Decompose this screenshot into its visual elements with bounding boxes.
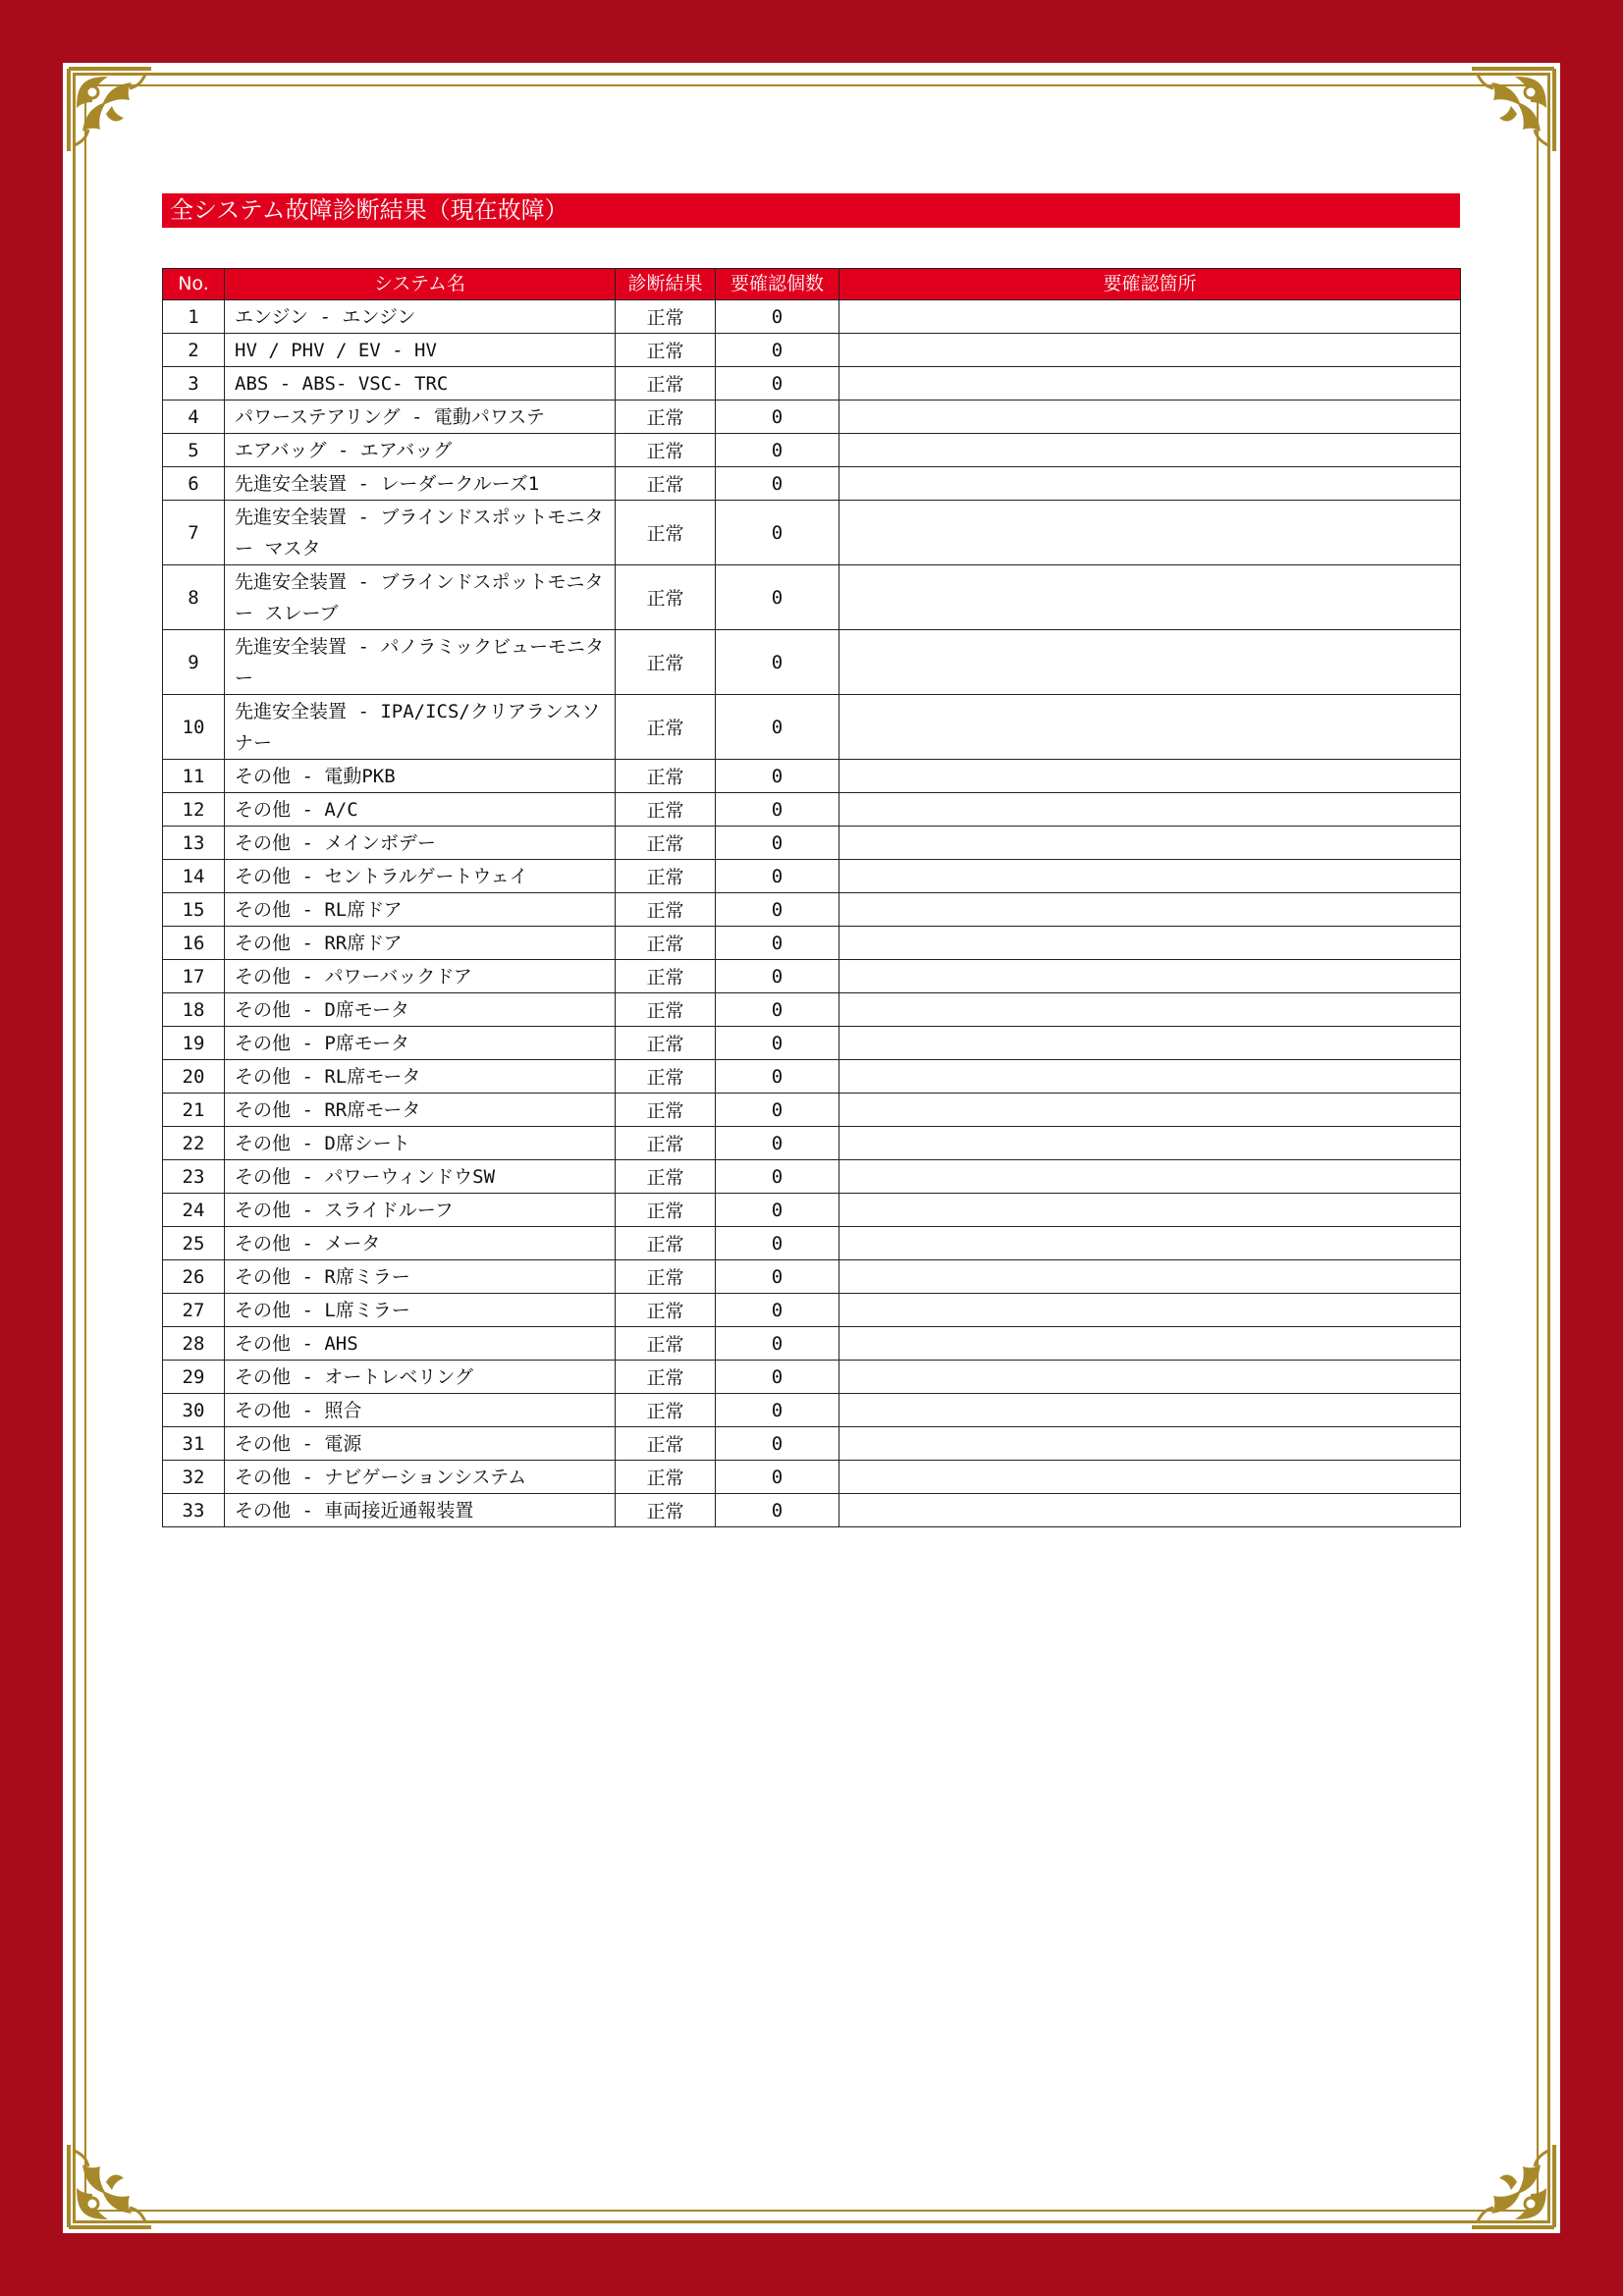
cell-result: 正常 [616,1427,716,1461]
cell-check-count: 0 [716,960,839,993]
cell-check-location [839,695,1461,760]
cell-no: 14 [163,860,225,893]
cell-system-name: 先進安全装置 - パノラミックビューモニター [225,630,616,695]
cell-check-location [839,1294,1461,1327]
cell-check-count: 0 [716,367,839,400]
cell-system-name: その他 - D席シート [225,1127,616,1160]
cell-system-name: ABS - ABS- VSC- TRC [225,367,616,400]
cell-system-name: その他 - 車両接近通報装置 [225,1494,616,1527]
cell-system-name: その他 - RR席モータ [225,1094,616,1127]
corner-ornament-icon [63,63,157,157]
cell-system-name: その他 - メインボデー [225,827,616,860]
cell-no: 19 [163,1027,225,1060]
cell-check-count: 0 [716,565,839,630]
cell-system-name: その他 - パワーウィンドウSW [225,1160,616,1194]
cell-result: 正常 [616,1494,716,1527]
cell-system-name: その他 - セントラルゲートウェイ [225,860,616,893]
cell-result: 正常 [616,1361,716,1394]
cell-no: 12 [163,793,225,827]
cell-check-location [839,400,1461,434]
corner-ornament-icon [63,2139,157,2233]
cell-system-name: その他 - L席ミラー [225,1294,616,1327]
table-row [163,695,1461,760]
cell-system-name: 先進安全装置 - IPA/ICS/クリアランスソナー [225,695,616,760]
cell-system-name: 先進安全装置 - ブラインドスポットモニター マスタ [225,501,616,565]
cell-no: 5 [163,434,225,467]
header-check-location: 要確認箇所 [839,269,1461,300]
cell-system-name: 先進安全装置 - ブラインドスポットモニター スレーブ [225,565,616,630]
cell-check-count: 0 [716,400,839,434]
cell-result: 正常 [616,565,716,630]
cell-system-name: その他 - 照合 [225,1394,616,1427]
cell-check-location [839,1194,1461,1227]
cell-result: 正常 [616,334,716,367]
table-row [163,1094,1461,1127]
cell-check-count: 0 [716,300,839,334]
table-row [163,1127,1461,1160]
report-sheet [63,63,1560,2233]
cell-no: 9 [163,630,225,695]
cell-check-location [839,1494,1461,1527]
cell-check-count: 0 [716,467,839,501]
cell-system-name: その他 - パワーバックドア [225,960,616,993]
cell-check-location [839,334,1461,367]
cell-system-name: その他 - RL席モータ [225,1060,616,1094]
cell-result: 正常 [616,1060,716,1094]
table-row [163,565,1461,630]
cell-check-location [839,630,1461,695]
table-row [163,334,1461,367]
header-check-count: 要確認個数 [716,269,839,300]
table-row [163,1494,1461,1527]
cell-system-name: その他 - 電動PKB [225,760,616,793]
table-row [163,1361,1461,1394]
cell-check-location [839,1060,1461,1094]
cell-no: 25 [163,1227,225,1260]
cell-no: 22 [163,1127,225,1160]
cell-no: 26 [163,1260,225,1294]
table-row [163,300,1461,334]
cell-check-count: 0 [716,1194,839,1227]
cell-check-location [839,1461,1461,1494]
cell-system-name: その他 - RL席ドア [225,893,616,927]
cell-result: 正常 [616,467,716,501]
cell-system-name: HV / PHV / EV - HV [225,334,616,367]
table-row [163,501,1461,565]
cell-check-count: 0 [716,1060,839,1094]
cell-result: 正常 [616,1227,716,1260]
cell-no: 3 [163,367,225,400]
cell-no: 10 [163,695,225,760]
cell-check-location [839,1227,1461,1260]
cell-result: 正常 [616,1160,716,1194]
cell-check-count: 0 [716,1394,839,1427]
cell-system-name: その他 - R席ミラー [225,1260,616,1294]
diagnosis-table [162,268,1461,1527]
cell-no: 17 [163,960,225,993]
cell-result: 正常 [616,927,716,960]
cell-check-location [839,467,1461,501]
cell-check-count: 0 [716,927,839,960]
cell-result: 正常 [616,1260,716,1294]
table-row [163,860,1461,893]
cell-check-location [839,1260,1461,1294]
cell-no: 20 [163,1060,225,1094]
cell-no: 1 [163,300,225,334]
cell-result: 正常 [616,860,716,893]
cell-result: 正常 [616,434,716,467]
table-row [163,960,1461,993]
table-row [163,1060,1461,1094]
table-row [163,927,1461,960]
cell-result: 正常 [616,300,716,334]
cell-check-count: 0 [716,993,839,1027]
cell-check-count: 0 [716,695,839,760]
table-header-row [163,269,1461,300]
cell-check-location [839,1094,1461,1127]
cell-system-name: エアバッグ - エアバッグ [225,434,616,467]
cell-no: 2 [163,334,225,367]
cell-check-location [839,1027,1461,1060]
cell-no: 4 [163,400,225,434]
cell-no: 16 [163,927,225,960]
cell-check-location [839,1127,1461,1160]
cell-no: 27 [163,1294,225,1327]
cell-no: 31 [163,1427,225,1461]
cell-result: 正常 [616,501,716,565]
cell-no: 6 [163,467,225,501]
table-row [163,993,1461,1027]
table-row [163,1427,1461,1461]
cell-result: 正常 [616,1394,716,1427]
cell-result: 正常 [616,760,716,793]
cell-result: 正常 [616,960,716,993]
table-row [163,1294,1461,1327]
cell-check-count: 0 [716,893,839,927]
cell-check-count: 0 [716,1094,839,1127]
cell-system-name: その他 - スライドルーフ [225,1194,616,1227]
cell-no: 23 [163,1160,225,1194]
table-row [163,1260,1461,1294]
cell-result: 正常 [616,1127,716,1160]
cell-check-count: 0 [716,1260,839,1294]
cell-check-location [839,1394,1461,1427]
table-row [163,1327,1461,1361]
cell-check-location [839,1361,1461,1394]
header-no: No. [163,269,225,300]
cell-no: 7 [163,501,225,565]
table-row [163,1194,1461,1227]
table-row [163,400,1461,434]
cell-check-location [839,1160,1461,1194]
table-row [163,827,1461,860]
cell-no: 30 [163,1394,225,1427]
diagnosis-table-body [163,300,1461,1527]
cell-system-name: その他 - A/C [225,793,616,827]
cell-result: 正常 [616,400,716,434]
table-row [163,1461,1461,1494]
cell-result: 正常 [616,1327,716,1361]
corner-ornament-icon [1466,2139,1560,2233]
cell-check-count: 0 [716,1327,839,1361]
cell-check-count: 0 [716,1027,839,1060]
cell-result: 正常 [616,367,716,400]
cell-system-name: エンジン - エンジン [225,300,616,334]
cell-no: 28 [163,1327,225,1361]
table-row [163,893,1461,927]
cell-result: 正常 [616,1027,716,1060]
corner-ornament-icon [1466,63,1560,157]
cell-result: 正常 [616,695,716,760]
cell-check-count: 0 [716,1361,839,1394]
cell-check-count: 0 [716,827,839,860]
cell-check-count: 0 [716,1160,839,1194]
cell-check-count: 0 [716,1294,839,1327]
cell-system-name: その他 - メータ [225,1227,616,1260]
header-result: 診断結果 [616,269,716,300]
table-row [163,760,1461,793]
cell-check-location [839,300,1461,334]
cell-system-name: その他 - RR席ドア [225,927,616,960]
cell-no: 33 [163,1494,225,1527]
table-row [163,467,1461,501]
cell-check-location [839,501,1461,565]
cell-result: 正常 [616,630,716,695]
cell-result: 正常 [616,1294,716,1327]
table-row [163,1027,1461,1060]
cell-check-location [839,760,1461,793]
table-row [163,434,1461,467]
cell-system-name: パワーステアリング - 電動パワステ [225,400,616,434]
cell-system-name: その他 - P席モータ [225,1027,616,1060]
cell-check-count: 0 [716,334,839,367]
cell-no: 18 [163,993,225,1027]
cell-check-location [839,993,1461,1027]
cell-result: 正常 [616,993,716,1027]
diagnosis-table-container [162,268,1460,1527]
cell-check-location [839,893,1461,927]
cell-system-name: 先進安全装置 - レーダークルーズ1 [225,467,616,501]
cell-result: 正常 [616,1094,716,1127]
cell-system-name: その他 - オートレベリング [225,1361,616,1394]
cell-check-count: 0 [716,1461,839,1494]
cell-check-count: 0 [716,1127,839,1160]
cell-check-count: 0 [716,630,839,695]
cell-check-location [839,367,1461,400]
cell-check-count: 0 [716,1494,839,1527]
table-row [163,793,1461,827]
cell-result: 正常 [616,1194,716,1227]
cell-check-location [839,565,1461,630]
cell-no: 21 [163,1094,225,1127]
table-row [163,630,1461,695]
cell-no: 15 [163,893,225,927]
cell-check-location [839,1427,1461,1461]
cell-no: 11 [163,760,225,793]
cell-check-count: 0 [716,760,839,793]
cell-result: 正常 [616,793,716,827]
report-title: 全システム故障診断結果（現在故障） [162,193,1460,228]
cell-system-name: その他 - D席モータ [225,993,616,1027]
cell-no: 32 [163,1461,225,1494]
cell-system-name: その他 - ナビゲーションシステム [225,1461,616,1494]
cell-check-location [839,860,1461,893]
cell-check-location [839,927,1461,960]
table-row [163,1394,1461,1427]
cell-check-location [839,793,1461,827]
cell-check-count: 0 [716,793,839,827]
cell-check-count: 0 [716,501,839,565]
table-row [163,1227,1461,1260]
header-system-name: システム名 [225,269,616,300]
cell-no: 8 [163,565,225,630]
cell-system-name: その他 - AHS [225,1327,616,1361]
cell-check-count: 0 [716,1227,839,1260]
cell-no: 13 [163,827,225,860]
cell-result: 正常 [616,1461,716,1494]
cell-check-location [839,434,1461,467]
cell-result: 正常 [616,827,716,860]
cell-check-count: 0 [716,1427,839,1461]
cell-result: 正常 [616,893,716,927]
cell-check-count: 0 [716,860,839,893]
cell-check-location [839,960,1461,993]
cell-check-location [839,1327,1461,1361]
cell-no: 24 [163,1194,225,1227]
table-row [163,1160,1461,1194]
cell-check-location [839,827,1461,860]
cell-system-name: その他 - 電源 [225,1427,616,1461]
cell-check-count: 0 [716,434,839,467]
table-row [163,367,1461,400]
cell-no: 29 [163,1361,225,1394]
